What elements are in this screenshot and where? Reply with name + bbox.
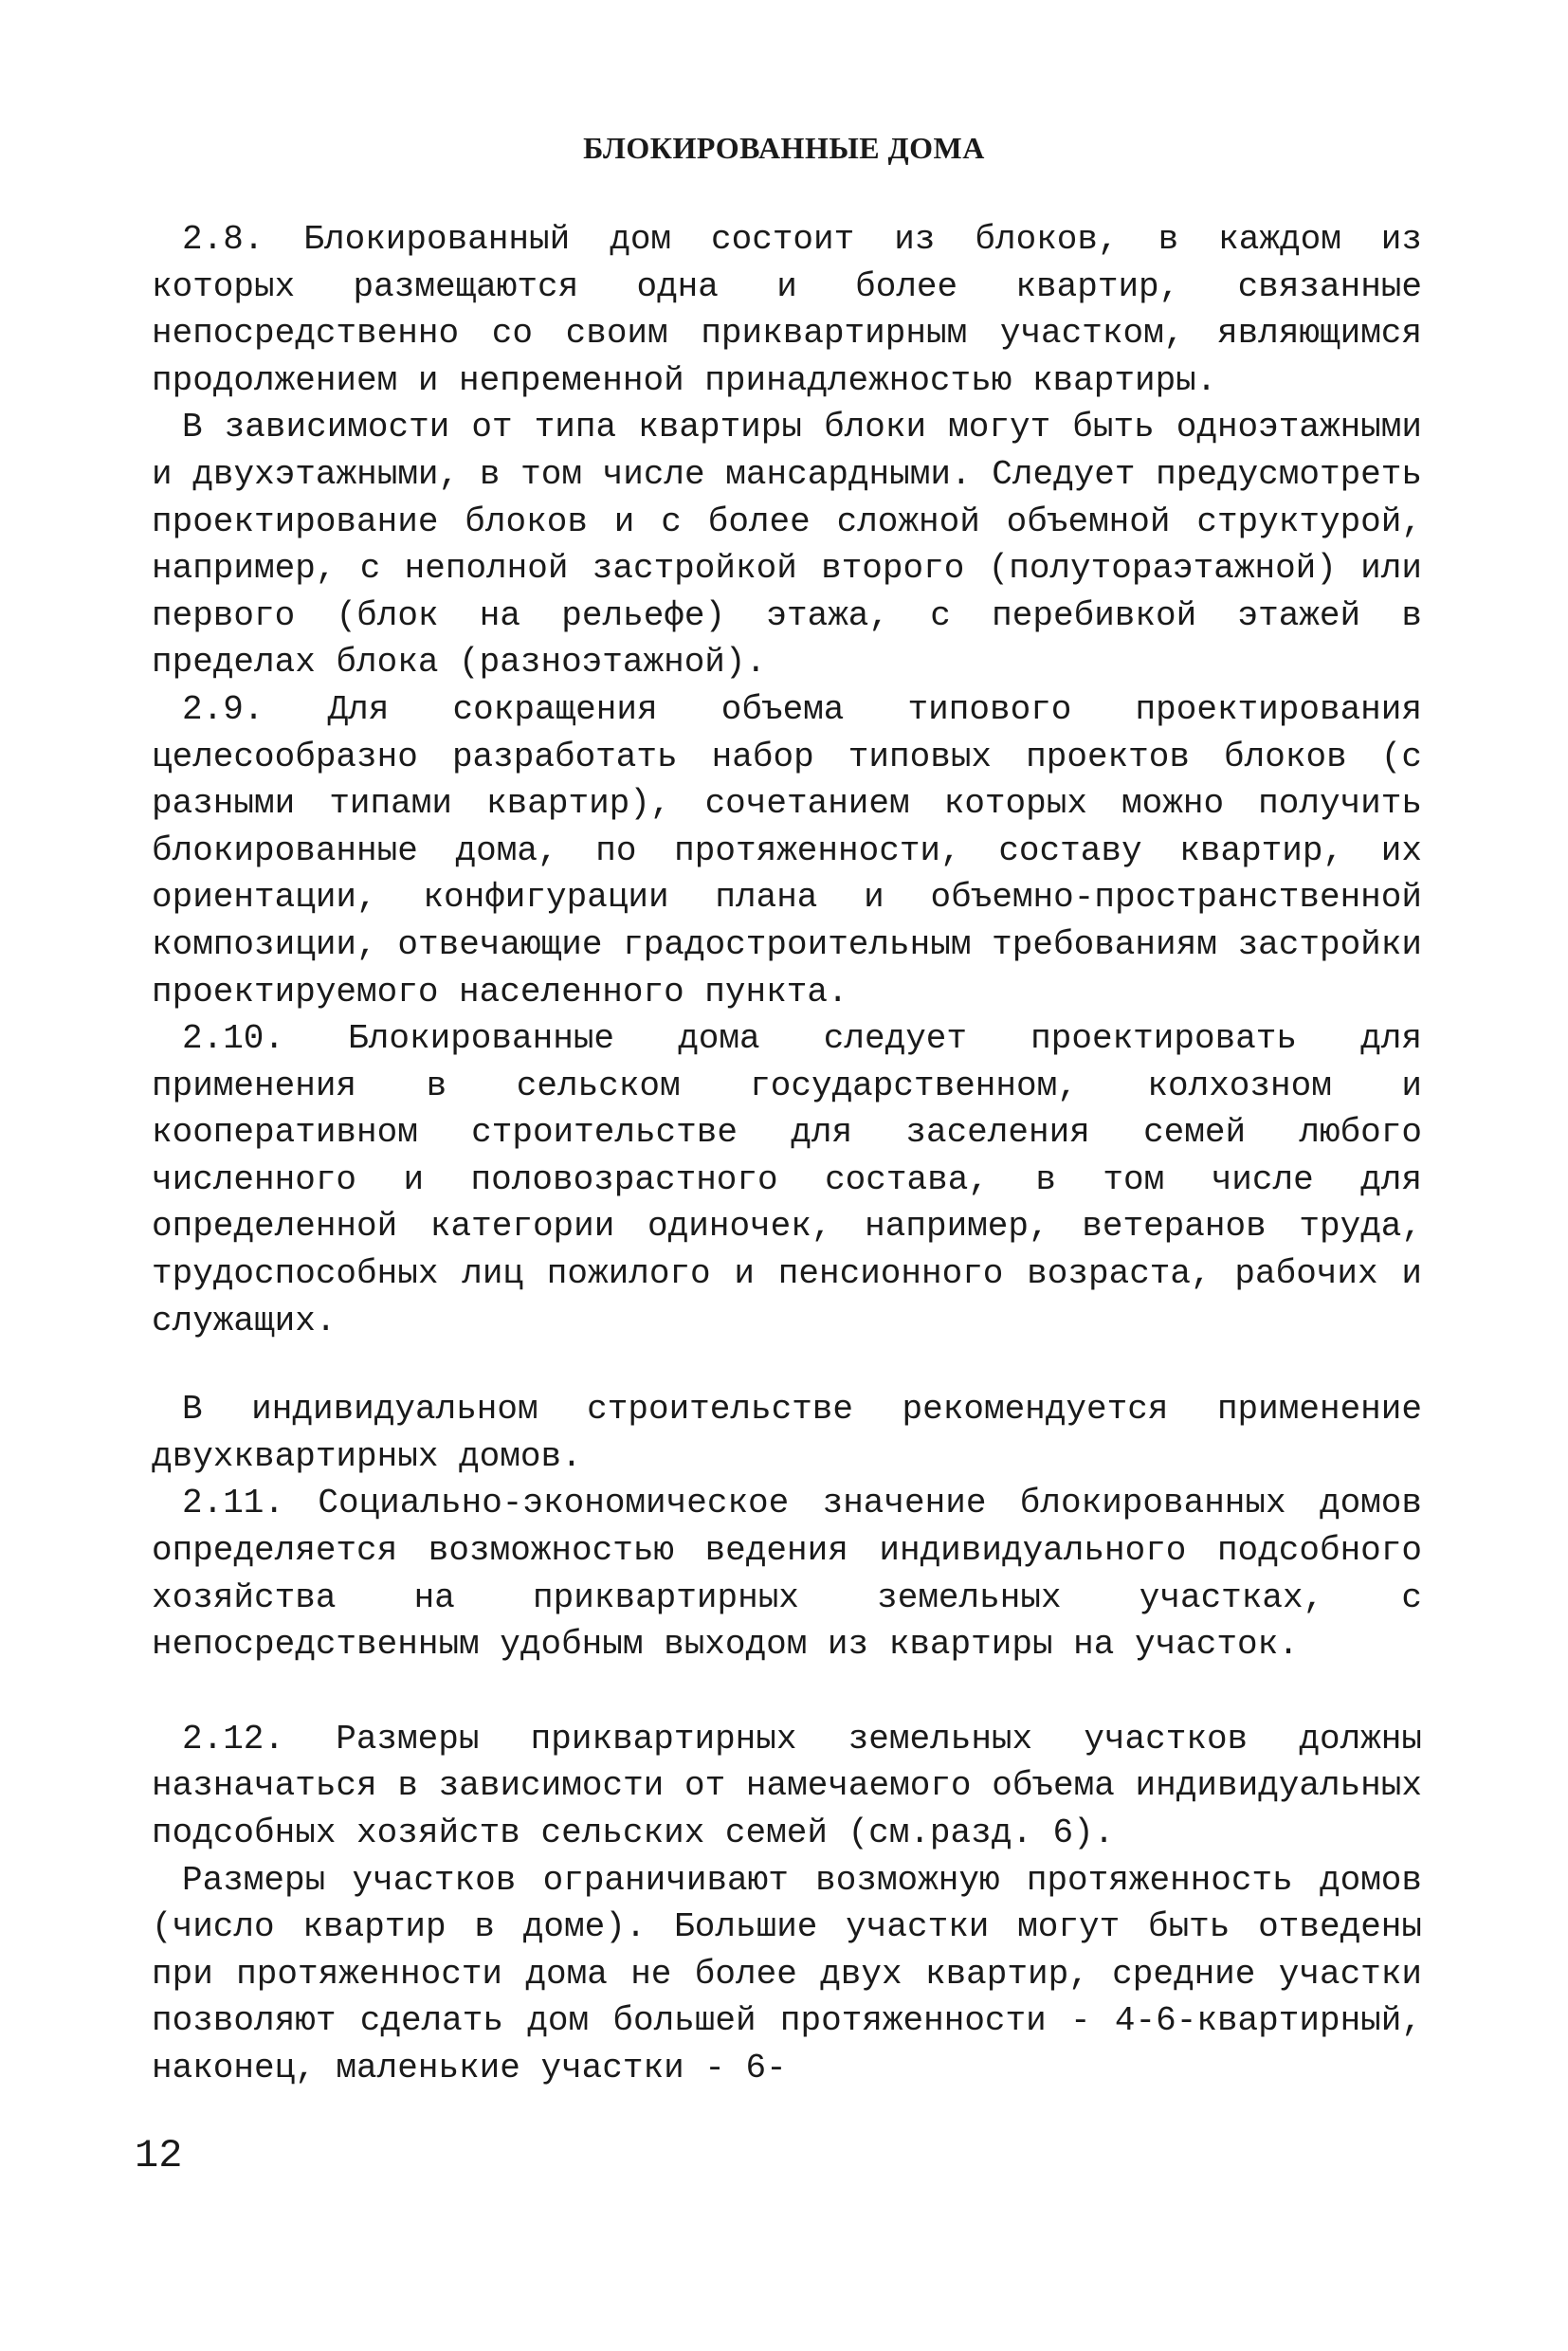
paragraph-2-10-continued: В индивидуальном строительстве рекомендуется применение двухквартирных домов. [152, 1390, 1422, 1476]
paragraph-2-8-continued: В зависимости от типа квартиры блоки могут быть одноэтажными и двухэтажными, в том числе мансардными. Следует предусмотреть проектирование блоков и с более сложной объемной структурой, например, с неполной застройкой второго (полутораэтажной) или первого (блок на рельефе) этажа, с перебивкой этажей в пределах блока (разноэтажной). [152, 408, 1422, 683]
paragraph-2-11: 2.11. Социально-экономическое значение блокированных домов определяется возможностью ведения индивидуального подсобного хозяйства на приквартирных земельных участках, с непосредственным удобным выходом из квартиры на участок. [152, 1484, 1422, 1665]
page-title: БЛОКИРОВАННЫЕ ДОМА [583, 131, 985, 165]
paragraph-2-9: 2.9. Для сокращения объема типового проектирования целесообразно разработать набор типовых проектов блоков (с разными типами квартир), сочетанием которых можно получить блокированные дома, по протяженности, составу квартир, их ориентации, конфигурации плана и объемно-пространственной композиции, отвечающие градостроительным требованиям застройки проектируемого населенного пункта. [152, 689, 1422, 1011]
paragraph-2-8: 2.8. Блокированный дом состоит из блоков, в каждом из которых размещаются одна и более квартир, связанные непосредственно со своим приквартирным участком, являющимся продолжением и непременной принадлежностью квартиры. [152, 220, 1422, 400]
body-text [152, 216, 1422, 2092]
paragraph-2-10: 2.10. Блокированные дома следует проектировать для применения в сельском государственном, колхозном и кооперативном строительстве для заселения семей любого численного и половозрастного состава, в том числе для определенной категории одиночек, например, ветеранов труда, трудоспособных лиц пожилого и пенсионного возраста, рабочих и служащих. [152, 1019, 1422, 1340]
page-number: 12 [135, 2133, 183, 2178]
paragraph-2-12: 2.12. Размеры приквартирных земельных участков должны назначаться в зависимости от намечаемого объема индивидуальных подсобных хозяйств сельских семей (см.разд. 6). [152, 1719, 1422, 1852]
paragraph-2-12-continued: Размеры участков ограничивают возможную протяженность домов (число квартир в доме). Большие участки могут быть отведены при протяженности дома не более двух квартир, средние участки позволяют сделать дом большей протяженности - 4-6-квартирный, наконец, маленькие участки - 6- [152, 1860, 1422, 2087]
